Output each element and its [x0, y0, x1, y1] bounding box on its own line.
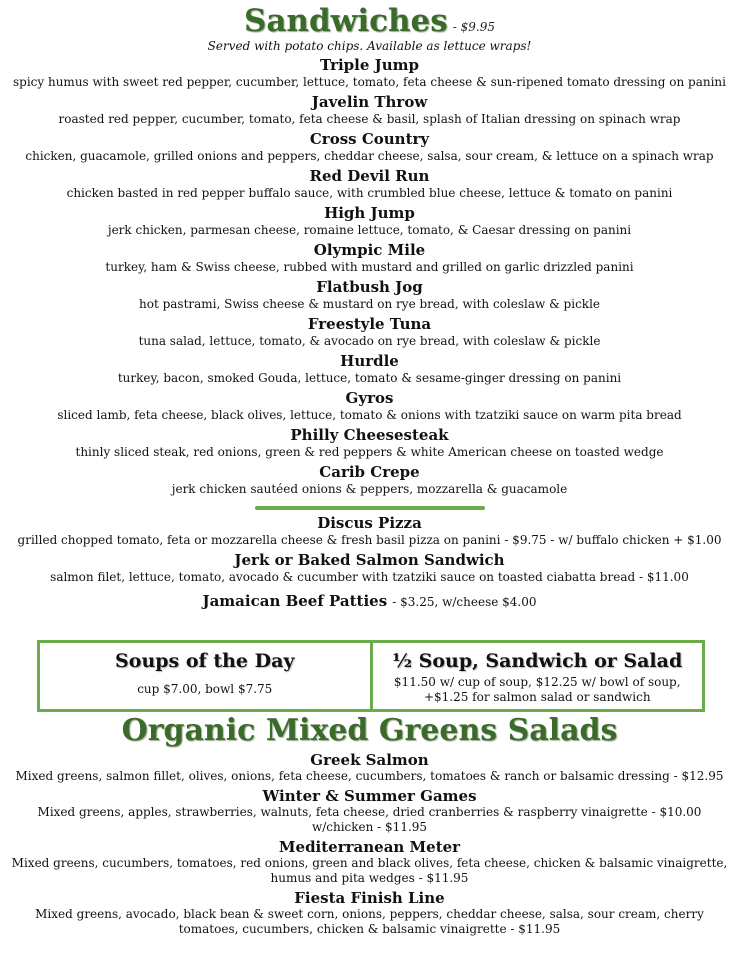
- item-description: hot pastrami, Swiss cheese & mustard on rye bread, with coleslaw & pickle: [138, 297, 601, 311]
- item-description: w/chicken - $11.95: [311, 820, 428, 834]
- combo-box: [370, 643, 703, 709]
- item-description: tuna salad, lettuce, tomato, & avocado on rye bread, with coleslaw & pickle: [138, 334, 601, 348]
- menu-item: [0, 463, 739, 497]
- menu-item: [0, 204, 739, 238]
- combo-price-line: +$1.25 for salmon salad or sandwich: [423, 690, 651, 704]
- menu-item: [0, 352, 739, 386]
- item-description: spicy humus with sweet red pepper, cucumber, lettuce, tomato, feta cheese & sun-ripened tomato dressing on panini: [12, 75, 726, 89]
- item-description: humus and pita wedges - $11.95: [270, 871, 469, 885]
- item-description: turkey, bacon, smoked Gouda, lettuce, tomato & sesame-ginger dressing on panini: [117, 371, 622, 385]
- salad-item: [0, 787, 739, 835]
- menu-item: [0, 130, 739, 164]
- item-description: tomatoes, cucumbers, chicken & balsamic vinaigrette - $11.95: [178, 922, 561, 936]
- menu-item: [0, 389, 739, 423]
- menu-item: [0, 167, 739, 201]
- item-name: Freestyle Tuna: [307, 315, 432, 333]
- menu-item-discus-pizza: [0, 514, 739, 548]
- menu-item: [0, 426, 739, 460]
- item-description: jerk chicken sautéed onions & peppers, mozzarella & guacamole: [171, 482, 568, 496]
- item-description: chicken basted in red pepper buffalo sauce, with crumbled blue cheese, lettuce & tomato on panini: [66, 186, 673, 200]
- combo-price-line: $11.50 w/ cup of soup, $12.25 w/ bowl of soup,: [393, 675, 681, 689]
- item-name: Red Devil Run: [309, 167, 430, 185]
- sandwiches-header: [0, 4, 739, 38]
- item-description: chicken, guacamole, grilled onions and peppers, cheddar cheese, salsa, sour cream, & lettuce on a spinach wrap: [25, 149, 714, 163]
- salads-title: Organic Mixed Greens Salads: [121, 713, 618, 748]
- combo-title: ½ Soup, Sandwich or Salad: [392, 650, 683, 672]
- menu-item-beef-patties: [0, 591, 739, 610]
- item-name: Hurdle: [340, 352, 399, 370]
- item-name: Mediterranean Meter: [278, 838, 461, 856]
- menu-item: [0, 241, 739, 275]
- soup-combo-boxes: [37, 640, 705, 712]
- item-name: Olympic Mile: [313, 241, 426, 259]
- item-description: turkey, ham & Swiss cheese, rubbed with mustard and grilled on garlic drizzled panini: [105, 260, 634, 274]
- item-name: Fiesta Finish Line: [294, 889, 445, 907]
- menu-item: [0, 93, 739, 127]
- item-description: Mixed greens, apples, strawberries, walnuts, feta cheese, dried cranberries & raspberry vinaigrette - $10.00: [37, 805, 702, 819]
- item-name: Gyros: [345, 389, 394, 407]
- menu-item: [0, 56, 739, 90]
- sandwiches-subtitle: Served with potato chips. Available as lettuce wraps!: [207, 39, 532, 53]
- item-name: Cross Country: [309, 130, 430, 148]
- soups-price: cup $7.00, bowl $7.75: [137, 682, 273, 696]
- item-description: Mixed greens, salmon fillet, olives, onions, feta cheese, cucumbers, tomatoes & ranch or balsamic dressing - $12.95: [15, 769, 724, 783]
- item-name: Carib Crepe: [319, 463, 420, 481]
- item-name: Greek Salmon: [310, 751, 429, 769]
- green-divider: [255, 506, 485, 510]
- item-name: Javelin Throw: [311, 93, 428, 111]
- item-name: High Jump: [324, 204, 415, 222]
- item-name: Jamaican Beef Patties: [202, 592, 388, 610]
- item-description: salmon filet, lettuce, tomato, avocado & cucumber with tzatziki sauce on toasted ciabatta bread - $11.00: [50, 570, 689, 584]
- salads-section: [0, 714, 739, 937]
- item-name: Philly Cheesesteak: [290, 426, 449, 444]
- sandwiches-section: [0, 4, 739, 610]
- item-description: Mixed greens, cucumbers, tomatoes, red onions, green and black olives, feta cheese, chicken & balsamic vinaigrette,: [11, 856, 728, 870]
- item-name: Winter & Summer Games: [262, 787, 477, 805]
- item-name: Triple Jump: [320, 56, 419, 74]
- item-description: sliced lamb, feta cheese, black olives, lettuce, tomato & onions with tzatziki sauce on warm pita bread: [57, 408, 682, 422]
- menu-item: [0, 315, 739, 349]
- salad-item: [0, 838, 739, 886]
- item-description: Mixed greens, avocado, black bean & sweet corn, onions, peppers, cheddar cheese, salsa, sour cream, cherry: [35, 907, 704, 921]
- salad-item: [0, 751, 739, 784]
- item-description: roasted red pepper, cucumber, tomato, feta cheese & basil, splash of Italian dressing on spinach wrap: [58, 112, 681, 126]
- item-name: Discus Pizza: [317, 514, 422, 532]
- item-description: grilled chopped tomato, feta or mozzarella cheese & fresh basil pizza on panini - $9.75 - w/ buffalo chicken + $1.00: [17, 533, 722, 547]
- soups-box: [40, 643, 370, 709]
- item-description: thinly sliced steak, red onions, green & red peppers & white American cheese on toasted wedge: [75, 445, 664, 459]
- item-name: Flatbush Jog: [316, 278, 423, 296]
- salad-item: [0, 889, 739, 937]
- item-price: - $3.25, w/cheese $4.00: [392, 595, 537, 609]
- sandwiches-price: - $9.95: [452, 20, 496, 34]
- item-description: jerk chicken, parmesan cheese, romaine lettuce, tomato, & Caesar dressing on panini: [107, 223, 632, 237]
- item-name: Jerk or Baked Salmon Sandwich: [234, 551, 505, 569]
- soups-title: Soups of the Day: [115, 650, 295, 672]
- menu-item-salmon-sandwich: [0, 551, 739, 585]
- menu-item: [0, 278, 739, 312]
- sandwiches-title: Sandwiches: [243, 3, 448, 39]
